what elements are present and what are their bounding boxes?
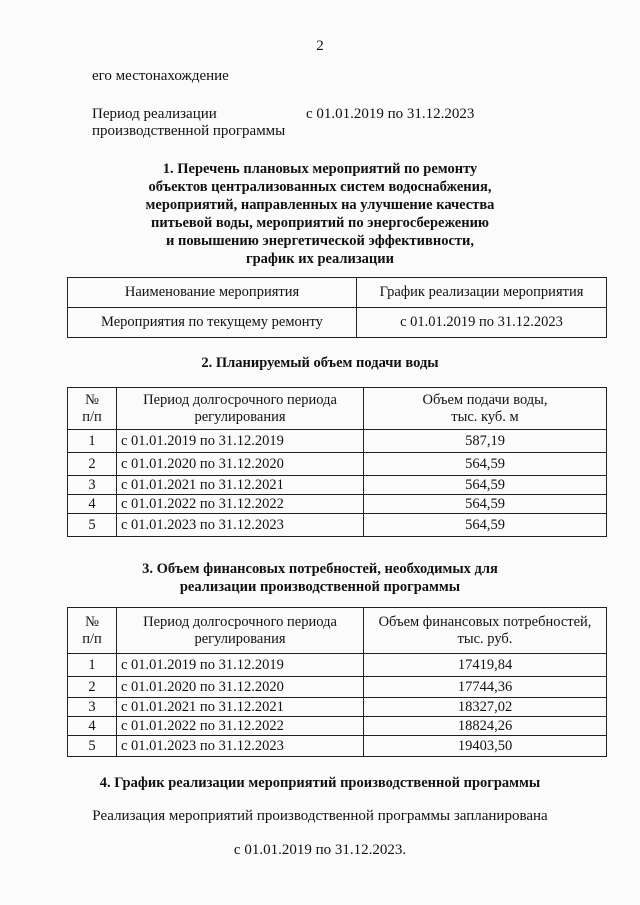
row-num: 3 [68, 698, 117, 717]
table-row [68, 514, 607, 537]
financial-needs-table [67, 607, 607, 757]
row-num: 4 [68, 717, 117, 736]
header-line: Объем финансовых потребностей, [378, 613, 592, 630]
table-row [68, 717, 607, 736]
row-period: с 01.01.2019 по 31.12.2019 [117, 654, 364, 677]
row-period: с 01.01.2021 по 31.12.2021 [117, 476, 364, 495]
row-num: 2 [68, 453, 117, 476]
column-header-num [68, 388, 117, 430]
header-line: № [85, 613, 99, 630]
row-value: 564,59 [364, 495, 607, 514]
section1-title [40, 160, 600, 268]
row-period: с 01.01.2022 по 31.12.2022 [117, 717, 364, 736]
header-line: № [85, 391, 99, 408]
row-value: 17419,84 [364, 654, 607, 677]
row-period: с 01.01.2019 по 31.12.2019 [117, 430, 364, 453]
row-value: 587,19 [364, 430, 607, 453]
row-value: 17744,36 [364, 677, 607, 698]
section4-text-line2: с 01.01.2019 по 31.12.2023. [233, 842, 407, 858]
location-line: его местонахождение [92, 68, 229, 84]
row-period: с 01.01.2022 по 31.12.2022 [117, 495, 364, 514]
section4-text-line1: Реализация мероприятий производственной программы запланирована [92, 808, 548, 824]
section1-title-line: питьевой воды, мероприятий по энергосбережению [150, 215, 490, 231]
row-value: 18327,02 [364, 698, 607, 717]
table-header-row [68, 608, 607, 654]
column-header: График реализации мероприятия [357, 278, 607, 308]
table-cell: с 01.01.2019 по 31.12.2023 [357, 308, 607, 338]
column-header: Наименование мероприятия [68, 278, 357, 308]
section1-title-line: 1. Перечень плановых мероприятий по ремонту [162, 161, 478, 177]
table-row [68, 736, 607, 757]
row-period: с 01.01.2023 по 31.12.2023 [117, 736, 364, 757]
column-header-num [68, 608, 117, 654]
table-row [68, 453, 607, 476]
row-num: 4 [68, 495, 117, 514]
table-row [68, 677, 607, 698]
column-header-value [364, 388, 607, 430]
table-row [68, 430, 607, 453]
header-line: п/п [82, 630, 102, 647]
section4-title: 4. График реализации мероприятий производственной программы [99, 775, 541, 791]
measures-table [67, 277, 607, 338]
row-num: 3 [68, 476, 117, 495]
section3-title [40, 560, 600, 596]
table-row [68, 495, 607, 514]
table-row [68, 476, 607, 495]
section1-title-line: объектов централизованных систем водоснабжения, [148, 179, 492, 195]
header-line: п/п [82, 408, 102, 425]
section1-title-line: и повышению энергетической эффективности, [166, 233, 474, 249]
column-header-period [117, 388, 364, 430]
header-line: регулирования [194, 408, 286, 425]
row-num: 5 [68, 736, 117, 757]
row-num: 2 [68, 677, 117, 698]
section3-title-line: 3. Объем финансовых потребностей, необходимых для [142, 561, 498, 577]
table-row [68, 654, 607, 677]
header-line: тыс. руб. [457, 630, 513, 647]
row-period: с 01.01.2020 по 31.12.2020 [117, 677, 364, 698]
row-num: 5 [68, 514, 117, 537]
header-line: Период долгосрочного периода [143, 391, 337, 408]
period-label-line1: Период реализации [92, 106, 217, 122]
section3-title-line: реализации производственной программы [179, 579, 461, 595]
row-value: 19403,50 [364, 736, 607, 757]
table-header-row [68, 388, 607, 430]
row-num: 1 [68, 654, 117, 677]
header-line: Период долгосрочного периода [143, 613, 337, 630]
row-value: 564,59 [364, 453, 607, 476]
table-cell: Мероприятия по текущему ремонту [68, 308, 357, 338]
column-header-period [117, 608, 364, 654]
table-row [68, 308, 607, 338]
row-num: 1 [68, 430, 117, 453]
table-row [68, 698, 607, 717]
header-line: Объем подачи воды, [422, 391, 548, 408]
row-value: 18824,26 [364, 717, 607, 736]
row-period: с 01.01.2023 по 31.12.2023 [117, 514, 364, 537]
row-period: с 01.01.2020 по 31.12.2020 [117, 453, 364, 476]
page-number: 2 [316, 38, 324, 54]
section1-title-line: график их реализации [245, 251, 394, 267]
row-value: 564,59 [364, 476, 607, 495]
row-value: 564,59 [364, 514, 607, 537]
column-header-value [364, 608, 607, 654]
table-header-row [68, 278, 607, 308]
header-line: тыс. куб. м [451, 408, 519, 425]
section2-title: 2. Планируемый объем подачи воды [201, 355, 439, 371]
water-supply-table [67, 387, 607, 537]
row-period: с 01.01.2021 по 31.12.2021 [117, 698, 364, 717]
period-label-line2: производственной программы [92, 123, 286, 139]
section1-title-line: мероприятий, направленных на улучшение качества [145, 197, 495, 213]
period-value: с 01.01.2019 по 31.12.2023 [306, 106, 475, 122]
header-line: регулирования [194, 630, 286, 647]
